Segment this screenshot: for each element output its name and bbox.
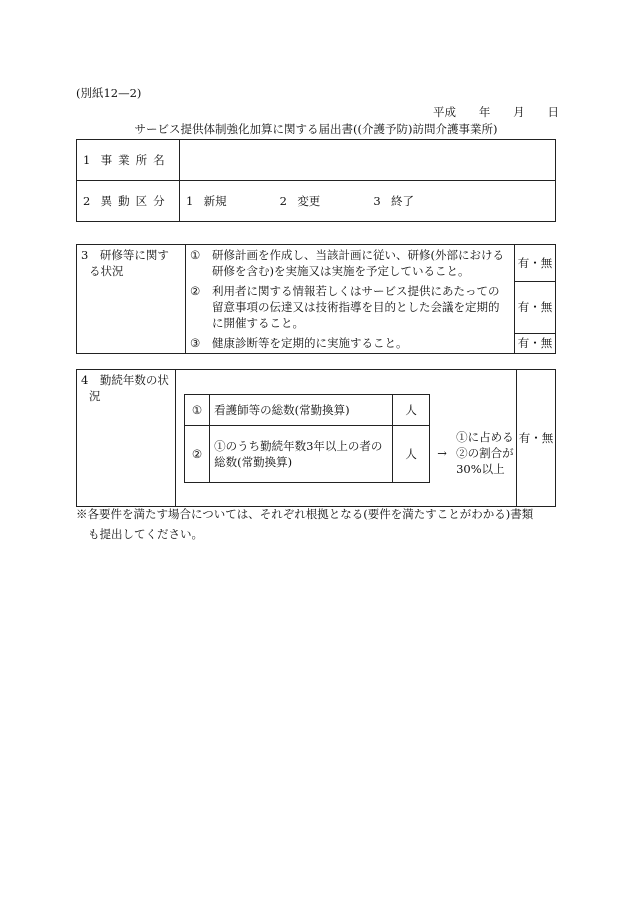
item-text: 利用者に関する情報若しくはサービス提供にあたっての留意事項の伝達又は技術指導を目的とした会議を定期的に開催すること。 (212, 284, 500, 330)
change-type-options (180, 181, 556, 222)
table-row (77, 245, 556, 282)
option-end[interactable]: 3 終了 (373, 194, 414, 208)
yes-no-selector[interactable]: 有・無 (515, 333, 556, 354)
office-name-label: 事業所名 (100, 153, 171, 167)
item-text: 研修計画を作成し、当該計画に従い、研修(外部における研修を含む)を実施又は実施を予定していること。 (212, 248, 504, 278)
staff-count-table (184, 394, 430, 483)
basic-info-table (76, 139, 556, 222)
date-line (433, 104, 559, 120)
service-years-label-line2: 況 (89, 389, 101, 403)
table-row (77, 181, 556, 222)
change-type-label-cell: 2 異動区分 (77, 181, 180, 222)
item-mark: ② (190, 284, 201, 298)
option-change[interactable]: 2 変更 (279, 194, 321, 208)
table-row (77, 370, 556, 507)
table-row (185, 425, 430, 482)
training-label-line1: 3 研修等に関す (81, 248, 169, 262)
training-label-cell (77, 245, 186, 354)
footnote-line1: ※各要件を満たす場合については、それぞれ根拠となる(要件を満たすことがわかる)書類 (76, 507, 534, 521)
service-years-label-cell (77, 370, 176, 507)
option-new[interactable]: 1 新規 (186, 194, 227, 208)
item-text: 健康診断等を定期的に実施すること。 (212, 336, 408, 350)
requirement-item (186, 333, 515, 354)
training-label-line2: る状況 (89, 264, 124, 278)
veteran-staff-label: ①のうち勤続年数3年以上の者の総数(常勤換算) (210, 425, 393, 482)
yes-no-selector[interactable]: 有・無 (517, 370, 556, 507)
veteran-staff-unit[interactable]: 人 (393, 425, 430, 482)
row-mark: ② (185, 425, 210, 482)
change-type-label: 異動区分 (100, 194, 171, 208)
service-years-label-line1: 4 勤続年数の状 (81, 373, 169, 387)
requirement-item (186, 281, 515, 333)
service-years-table (76, 369, 556, 507)
service-years-content (176, 370, 517, 507)
table-row (185, 394, 430, 425)
training-status-table (76, 244, 556, 354)
date-month: 月 (513, 105, 525, 119)
date-day: 日 (547, 105, 559, 119)
document-title: サービス提供体制強化加算に関する届出書((介護予防)訪問介護事業所) (134, 122, 498, 136)
yes-no-selector[interactable]: 有・無 (515, 281, 556, 333)
item-mark: ① (190, 248, 201, 262)
office-name-label-cell: 1 事業所名 (77, 140, 180, 181)
arrow-icon: → (437, 446, 447, 460)
ratio-requirement: ①に占める②の割合が30%以上 (456, 430, 514, 476)
office-name-field[interactable] (180, 140, 556, 181)
attachment-number: (別紙12—2) (76, 86, 142, 100)
yes-no-selector[interactable]: 有・無 (515, 245, 556, 282)
date-year: 年 (478, 105, 491, 119)
footnote (76, 504, 576, 544)
row-mark: ① (185, 394, 210, 425)
total-staff-unit[interactable]: 人 (393, 394, 430, 425)
total-staff-label: 看護師等の総数(常勤換算) (210, 394, 393, 425)
table-row (77, 140, 556, 181)
footnote-line2: も提出してください。 (88, 527, 203, 541)
item-mark: ③ (190, 336, 201, 350)
date-era: 平成 (433, 105, 456, 119)
requirement-item (186, 245, 515, 282)
